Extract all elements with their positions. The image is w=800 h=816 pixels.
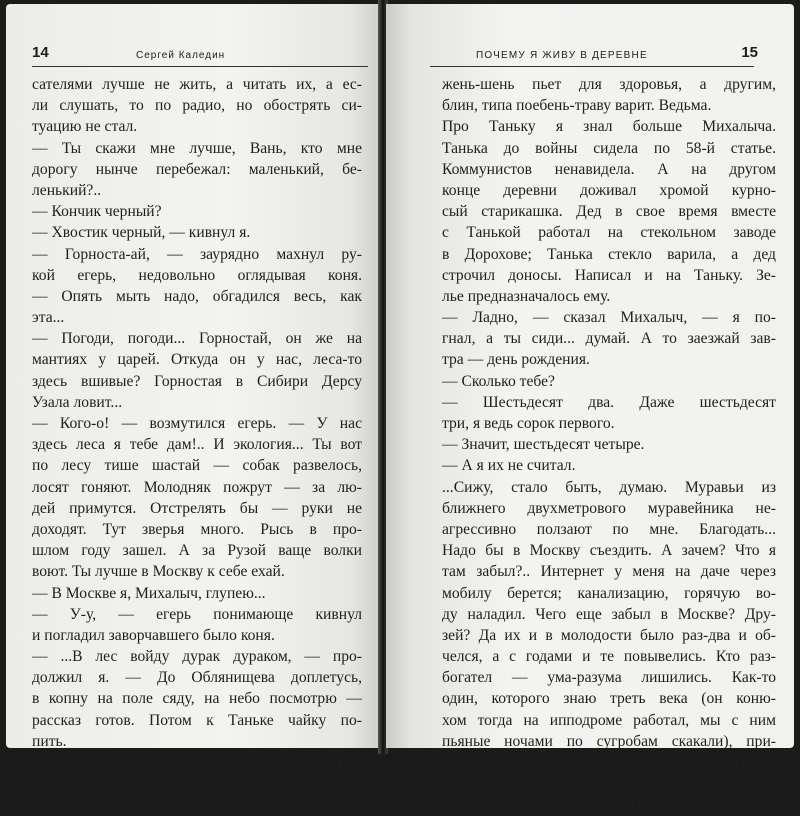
text-line: ленький?.. [32, 181, 102, 199]
text-line: пьяные ночами по сугробам скакали), при- [442, 732, 776, 750]
right-page [386, 4, 794, 814]
text-line: — Жива еще? Ты гляди аккуратней [32, 754, 362, 771]
text-line: особняк с колоннадой, с лифтом, стокило- [442, 775, 776, 793]
text-line: дорогу нынче перебежал: маленький, бе- [32, 160, 362, 178]
text-line: шлом году зашел. А за Рузой ваще волки [32, 542, 362, 560]
left-page-text [32, 74, 362, 816]
text-line: сый старикашка. Дед в свое время вместе [442, 203, 776, 221]
text-line: конце деревни доживал хромой курно- [442, 181, 776, 199]
text-line: граммовым сенбернаром. Вроде все ово вку- [442, 796, 776, 814]
text-line: один, которого знаю треть века (он коню- [442, 690, 776, 708]
right-page-number: 15 [741, 44, 758, 61]
text-line: воют. Ты лучше в Москву к себе ехай. [32, 563, 285, 581]
text-line: — ...В лес войду дурак дураком, — про- [32, 648, 362, 666]
text-line: ли слушать, то по радио, но обострять си- [32, 97, 362, 115]
text-line: Коммунистов ненавидела. А на другом [442, 160, 776, 178]
text-line: — Сколько тебе? [442, 372, 555, 390]
text-line: лосят гоняют. Молодняк пожрут — за лю- [32, 478, 362, 496]
text-line: мобилу берется; канализацию, горячую во- [442, 584, 776, 602]
text-line: должил я. — До Облянищева доплетусь, [32, 669, 362, 687]
text-line: с Танькой работал на стекольном заводе [442, 224, 776, 242]
text-line: жень-шень пьет для здоровья, а другим, [442, 76, 776, 93]
text-line: — Ты скажи мне лучше, Вань, кто мне [32, 139, 362, 157]
text-line: кой егерь, недовольно оглядывая коня. [32, 266, 362, 284]
text-line: строчил доносы. Написал и на Таньку. Зе- [442, 266, 776, 284]
text-line: — Кого-о! — возмутился егерь. — У нас [32, 415, 362, 432]
right-running-head: ПОЧЕМУ Я ЖИВУ В ДЕРЕВНЕ [476, 50, 648, 61]
text-line: лье предназначалось ему. [442, 287, 611, 305]
left-running-head: Сергей Каледин [136, 50, 226, 61]
text-line: — А я их не считал. [442, 457, 576, 475]
text-line: ...Сижу, стало быть, думаю. Муравьи из [442, 478, 776, 496]
text-line: богател — ума-разума лишились. Как-то [442, 669, 776, 687]
text-line: — Хвостик черный, — кивнул я. [32, 224, 251, 242]
text-line: и погладил заворчавшего было коня. [32, 626, 275, 644]
text-line: дей примутся. Отстрелять бы — руки не [32, 499, 362, 517]
text-line: — Ладно, — сказал Михалыч, — я по- [442, 309, 776, 327]
text-line: зей? Да их и в молодости было раз-два и об- [442, 626, 776, 644]
text-line: в Дорохове; Танька стекло варила, а дед [442, 245, 776, 263]
text-line: здесь вшивые? Горностая в Сибири Дерсу [32, 372, 362, 390]
text-line: агрессивно ползают по мне. Благодать... [442, 520, 776, 538]
left-page-header [32, 42, 368, 67]
text-line: гнал, а ты сиди... думай. А то заезжай зав- [442, 330, 776, 348]
text-line: Танька до войны сидела по 58-й статье. [442, 139, 776, 157]
text-line: — Шестьдесят два. Даже шестьдесят [442, 393, 776, 411]
text-line: мантиях у царей. Откуда он у нас, леса-то [32, 351, 362, 369]
text-line: с ней, — перебил меня егерь, раздражен- [32, 775, 362, 793]
text-line: — Кончик черный? [32, 203, 162, 221]
text-line: пить. [32, 732, 67, 750]
text-line: три, я ведь сорок первого. [442, 415, 615, 432]
text-line: ближнего двухметрового муравейника не- [442, 499, 776, 517]
text-line: ду наладил. Чего еще забыл в Москве? Дру- [442, 605, 776, 623]
text-line: челся, а с годами и те повывелись. Кто раз- [442, 648, 776, 666]
text-line: — Горноста-ай, — заурядно махнул ру- [32, 245, 362, 263]
text-line: доходят. Тут зверья много. Рысь в про- [32, 520, 362, 538]
right-page-header [430, 42, 758, 67]
text-line: по лесу тише шастай — собак развелось, [32, 457, 362, 475]
text-line: туацию не стал. [32, 118, 138, 136]
text-line: Про Таньку я знал больше Михалыча. [442, 118, 776, 136]
text-line: — У-у, — егерь понимающе кивнул [32, 605, 362, 623]
text-line: — Значит, шестьдесят четыре. [442, 436, 645, 454]
text-line: эта... [32, 309, 65, 327]
text-line: гласил на дачу. Оказалось — трехэтажный [442, 754, 776, 771]
text-line: — Опять мыть надо, обгадился весь, как [32, 287, 362, 305]
left-page-number: 14 [32, 44, 49, 61]
text-line: хом тогда на ипподроме работал, мы с ним [442, 711, 776, 729]
text-line: там забыл?.. Интернет у меня на даче через [442, 563, 776, 581]
text-line: блин, типа поебень-траву варит. Ведьма. [442, 97, 712, 115]
right-page-text [442, 74, 776, 816]
text-line: рассказ готов. Потом к Таньке чайку по- [32, 711, 362, 729]
text-line: — В Москве я, Михалыч, глупею... [32, 584, 266, 602]
text-line: тра — день рождения. [442, 351, 590, 369]
text-line: Надо бы в Москву съездить. А зачем? Что я [442, 542, 776, 560]
text-line: ный таким легким заработком. — Сама [32, 796, 362, 814]
text-line: — Погоди, погоди... Горностай, он же на [32, 330, 362, 348]
text-line: сателями лучше не жить, а читать их, а ес- [32, 76, 362, 93]
left-page [6, 4, 380, 814]
text-line: здесь леса я тебе дам!.. И экология... Ты вот [32, 436, 362, 454]
text-line: Узала ловит... [32, 393, 123, 411]
text-line: в копну на поле сяду, на небо посмотрю — [32, 690, 362, 708]
